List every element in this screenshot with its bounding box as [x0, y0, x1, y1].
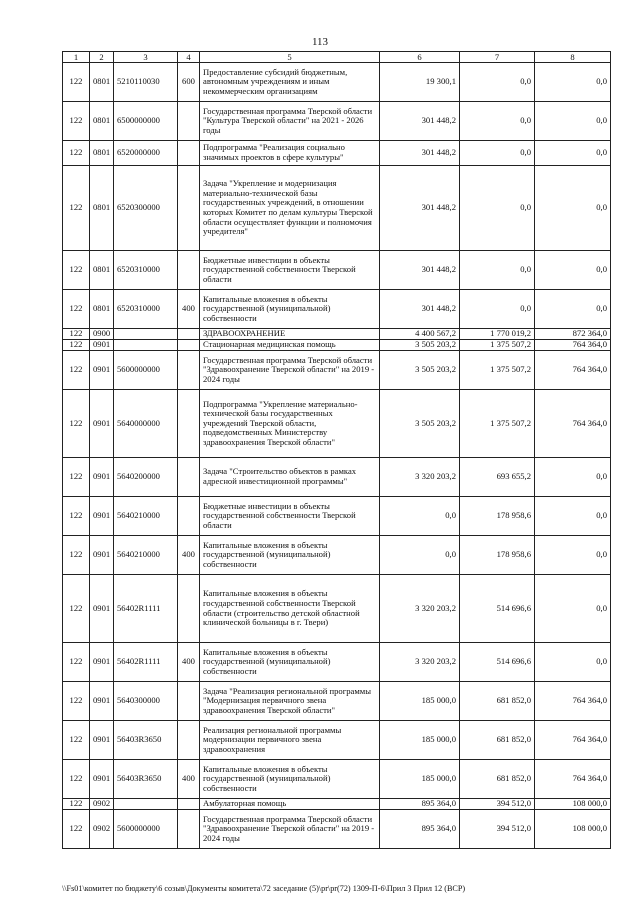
expense-type-cell	[178, 799, 200, 810]
amount-col7-cell: 0,0	[460, 290, 535, 329]
target-article-cell: 5640300000	[114, 682, 178, 721]
amount-col8-cell: 0,0	[535, 63, 611, 102]
amount-col7-cell: 681 852,0	[460, 760, 535, 799]
row-code-cell: 122	[63, 536, 90, 575]
section-code-cell: 0901	[90, 536, 114, 575]
row-code-cell: 122	[63, 340, 90, 351]
target-article-cell: 6520000000	[114, 141, 178, 166]
section-code-cell: 0801	[90, 141, 114, 166]
table-row	[63, 340, 611, 351]
description-cell: Государственная программа Тверской области "Здравоохранение Тверской области" на 2019 - 2024 годы	[200, 351, 380, 390]
section-code-cell: 0901	[90, 497, 114, 536]
row-code-cell: 122	[63, 390, 90, 458]
description-cell: Капитальные вложения в объекты государственной (муниципальной) собственности	[200, 536, 380, 575]
row-code-cell: 122	[63, 351, 90, 390]
amount-col7-cell: 1 375 507,2	[460, 351, 535, 390]
amount-col7-cell: 693 655,2	[460, 458, 535, 497]
table-body	[63, 52, 611, 849]
amount-col6-cell: 0,0	[380, 497, 460, 536]
amount-col7-cell: 0,0	[460, 141, 535, 166]
table-row	[63, 329, 611, 340]
file-path-footer: \\Fs01\комитет по бюджету\6 созыв\Документы комитета\72 заседание (5)\pr\pr(72) 1309-П-6\Прил 3 Прил 12 (ВСР)	[62, 884, 466, 893]
expense-type-cell	[178, 251, 200, 290]
amount-col6-cell: 3 505 203,2	[380, 390, 460, 458]
row-code-cell: 122	[63, 141, 90, 166]
row-code-cell: 122	[63, 166, 90, 251]
target-article-cell: 6500000000	[114, 102, 178, 141]
amount-col7-cell: 0,0	[460, 102, 535, 141]
expense-type-cell	[178, 166, 200, 251]
table-row	[63, 799, 611, 810]
expense-type-cell	[178, 102, 200, 141]
amount-col6-cell: 3 505 203,2	[380, 351, 460, 390]
expense-type-cell: 600	[178, 63, 200, 102]
amount-col8-cell: 764 364,0	[535, 340, 611, 351]
amount-col6-cell: 19 300,1	[380, 63, 460, 102]
section-code-cell: 0901	[90, 682, 114, 721]
amount-col7-cell: 178 958,6	[460, 497, 535, 536]
amount-col6-cell: 301 448,2	[380, 290, 460, 329]
expense-type-cell	[178, 575, 200, 643]
target-article-cell: 5640000000	[114, 390, 178, 458]
amount-col8-cell: 764 364,0	[535, 390, 611, 458]
section-code-cell: 0902	[90, 799, 114, 810]
amount-col7-cell: 0,0	[460, 251, 535, 290]
expense-type-cell: 400	[178, 643, 200, 682]
amount-col8-cell: 0,0	[535, 643, 611, 682]
section-code-cell: 0801	[90, 102, 114, 141]
header-cell: 7	[460, 52, 535, 63]
amount-col8-cell: 0,0	[535, 536, 611, 575]
table-row	[63, 458, 611, 497]
table-row	[63, 166, 611, 251]
description-cell: Государственная программа Тверской области "Здравоохранение Тверской области" на 2019 - 2024 годы	[200, 810, 380, 849]
amount-col8-cell: 0,0	[535, 166, 611, 251]
amount-col8-cell: 0,0	[535, 141, 611, 166]
target-article-cell: 56402R1111	[114, 575, 178, 643]
row-code-cell: 122	[63, 760, 90, 799]
amount-col7-cell: 178 958,6	[460, 536, 535, 575]
section-code-cell: 0801	[90, 290, 114, 329]
description-cell: Подпрограмма "Реализация социально значимых проектов в сфере культуры"	[200, 141, 380, 166]
target-article-cell: 5640210000	[114, 536, 178, 575]
section-code-cell: 0902	[90, 810, 114, 849]
description-cell: Задача "Реализация региональной программы "Модернизация первичного звена здравоохранения Тверской области"	[200, 682, 380, 721]
expense-type-cell: 400	[178, 760, 200, 799]
description-cell: Реализация региональной программы модернизации первичного звена здравоохранения	[200, 721, 380, 760]
target-article-cell	[114, 329, 178, 340]
amount-col7-cell: 394 512,0	[460, 810, 535, 849]
section-code-cell: 0901	[90, 575, 114, 643]
amount-col8-cell: 0,0	[535, 497, 611, 536]
section-code-cell: 0901	[90, 390, 114, 458]
target-article-cell: 6520310000	[114, 290, 178, 329]
amount-col8-cell: 764 364,0	[535, 351, 611, 390]
target-article-cell: 5640210000	[114, 497, 178, 536]
target-article-cell: 5210110030	[114, 63, 178, 102]
table-row	[63, 536, 611, 575]
amount-col8-cell: 872 364,0	[535, 329, 611, 340]
amount-col7-cell: 1 770 019,2	[460, 329, 535, 340]
amount-col8-cell: 108 000,0	[535, 810, 611, 849]
header-cell: 8	[535, 52, 611, 63]
amount-col6-cell: 895 364,0	[380, 799, 460, 810]
section-code-cell: 0801	[90, 63, 114, 102]
description-cell: Подпрограмма "Укрепление материально-технической базы государственных учреждений Тверской области, подведомственных Министерству здравоохранения Тверской области"	[200, 390, 380, 458]
amount-col7-cell: 514 696,6	[460, 575, 535, 643]
section-code-cell: 0901	[90, 340, 114, 351]
description-cell: Бюджетные инвестиции в объекты государственной собственности Тверской области	[200, 497, 380, 536]
target-article-cell: 56402R1111	[114, 643, 178, 682]
description-cell: Капитальные вложения в объекты государственной собственности Тверской области (строительство детской областной клинической больницы в г. Твери)	[200, 575, 380, 643]
table-row	[63, 760, 611, 799]
table-row	[63, 390, 611, 458]
amount-col8-cell: 108 000,0	[535, 799, 611, 810]
expense-type-cell	[178, 497, 200, 536]
target-article-cell: 5600000000	[114, 810, 178, 849]
target-article-cell	[114, 799, 178, 810]
amount-col7-cell: 0,0	[460, 63, 535, 102]
target-article-cell: 6520310000	[114, 251, 178, 290]
amount-col6-cell: 3 320 203,2	[380, 643, 460, 682]
table-row	[63, 682, 611, 721]
row-code-cell: 122	[63, 497, 90, 536]
description-cell: Бюджетные инвестиции в объекты государственной собственности Тверской области	[200, 251, 380, 290]
target-article-cell: 56403R3650	[114, 721, 178, 760]
expense-type-cell	[178, 810, 200, 849]
description-cell: ЗДРАВООХРАНЕНИЕ	[200, 329, 380, 340]
row-code-cell: 122	[63, 63, 90, 102]
amount-col8-cell: 764 364,0	[535, 760, 611, 799]
table-row	[63, 643, 611, 682]
description-cell: Задача "Строительство объектов в рамках адресной инвестиционной программы"	[200, 458, 380, 497]
row-code-cell: 122	[63, 682, 90, 721]
expense-type-cell	[178, 682, 200, 721]
amount-col7-cell: 1 375 507,2	[460, 390, 535, 458]
header-cell: 6	[380, 52, 460, 63]
table-row	[63, 351, 611, 390]
amount-col8-cell: 0,0	[535, 102, 611, 141]
table-row	[63, 63, 611, 102]
table-row	[63, 290, 611, 329]
section-code-cell: 0901	[90, 760, 114, 799]
row-code-cell: 122	[63, 799, 90, 810]
section-code-cell: 0901	[90, 351, 114, 390]
amount-col6-cell: 4 400 567,2	[380, 329, 460, 340]
section-code-cell: 0901	[90, 721, 114, 760]
row-code-cell: 122	[63, 458, 90, 497]
amount-col6-cell: 3 320 203,2	[380, 458, 460, 497]
page-number: 113	[311, 36, 329, 48]
row-code-cell: 122	[63, 810, 90, 849]
target-article-cell: 5640200000	[114, 458, 178, 497]
table-row	[63, 575, 611, 643]
expense-type-cell	[178, 340, 200, 351]
description-cell: Капитальные вложения в объекты государственной (муниципальной) собственности	[200, 643, 380, 682]
amount-col6-cell: 185 000,0	[380, 760, 460, 799]
amount-col6-cell: 895 364,0	[380, 810, 460, 849]
target-article-cell	[114, 340, 178, 351]
table-row	[63, 102, 611, 141]
target-article-cell: 6520300000	[114, 166, 178, 251]
table-row	[63, 497, 611, 536]
expense-type-cell: 400	[178, 290, 200, 329]
row-code-cell: 122	[63, 251, 90, 290]
amount-col8-cell: 0,0	[535, 575, 611, 643]
amount-col7-cell: 514 696,6	[460, 643, 535, 682]
amount-col6-cell: 185 000,0	[380, 682, 460, 721]
section-code-cell: 0901	[90, 643, 114, 682]
amount-col8-cell: 764 364,0	[535, 721, 611, 760]
amount-col7-cell: 681 852,0	[460, 721, 535, 760]
section-code-cell: 0801	[90, 166, 114, 251]
row-code-cell: 122	[63, 643, 90, 682]
header-cell: 2	[90, 52, 114, 63]
description-cell: Задача "Укрепление и модернизация материально-технической базы государственных учреждений, в отношении которых Комитет по делам культуры Тверской области осуществляет функции и полномочия учредителя"	[200, 166, 380, 251]
section-code-cell: 0900	[90, 329, 114, 340]
target-article-cell: 5600000000	[114, 351, 178, 390]
header-cell: 3	[114, 52, 178, 63]
table-row	[63, 251, 611, 290]
amount-col7-cell: 1 375 507,2	[460, 340, 535, 351]
description-cell: Стационарная медицинская помощь	[200, 340, 380, 351]
amount-col8-cell: 764 364,0	[535, 682, 611, 721]
header-row	[63, 52, 611, 63]
amount-col8-cell: 0,0	[535, 251, 611, 290]
table-row	[63, 810, 611, 849]
description-cell: Амбулаторная помощь	[200, 799, 380, 810]
table-row	[63, 721, 611, 760]
description-cell: Предоставление субсидий бюджетным, автономным учреждениям и иным некоммерческим организациям	[200, 63, 380, 102]
amount-col7-cell: 681 852,0	[460, 682, 535, 721]
header-cell: 5	[200, 52, 380, 63]
amount-col6-cell: 301 448,2	[380, 102, 460, 141]
row-code-cell: 122	[63, 721, 90, 760]
header-cell: 4	[178, 52, 200, 63]
expense-type-cell	[178, 141, 200, 166]
amount-col6-cell: 301 448,2	[380, 141, 460, 166]
amount-col6-cell: 3 320 203,2	[380, 575, 460, 643]
amount-col6-cell: 3 505 203,2	[380, 340, 460, 351]
description-cell: Капитальные вложения в объекты государственной (муниципальной) собственности	[200, 760, 380, 799]
row-code-cell: 122	[63, 329, 90, 340]
row-code-cell: 122	[63, 102, 90, 141]
expense-type-cell	[178, 721, 200, 760]
expense-type-cell	[178, 390, 200, 458]
amount-col8-cell: 0,0	[535, 458, 611, 497]
amount-col8-cell: 0,0	[535, 290, 611, 329]
expense-type-cell	[178, 329, 200, 340]
description-cell: Государственная программа Тверской области "Культура Тверской области" на 2021 - 2026 годы	[200, 102, 380, 141]
budget-table	[62, 51, 611, 849]
amount-col6-cell: 185 000,0	[380, 721, 460, 760]
amount-col6-cell: 0,0	[380, 536, 460, 575]
target-article-cell: 56403R3650	[114, 760, 178, 799]
section-code-cell: 0901	[90, 458, 114, 497]
row-code-cell: 122	[63, 575, 90, 643]
description-cell: Капитальные вложения в объекты государственной (муниципальной) собственности	[200, 290, 380, 329]
section-code-cell: 0801	[90, 251, 114, 290]
row-code-cell: 122	[63, 290, 90, 329]
amount-col6-cell: 301 448,2	[380, 251, 460, 290]
expense-type-cell	[178, 351, 200, 390]
amount-col7-cell: 394 512,0	[460, 799, 535, 810]
header-cell: 1	[63, 52, 90, 63]
expense-type-cell	[178, 458, 200, 497]
expense-type-cell: 400	[178, 536, 200, 575]
table-row	[63, 141, 611, 166]
amount-col6-cell: 301 448,2	[380, 166, 460, 251]
amount-col7-cell: 0,0	[460, 166, 535, 251]
